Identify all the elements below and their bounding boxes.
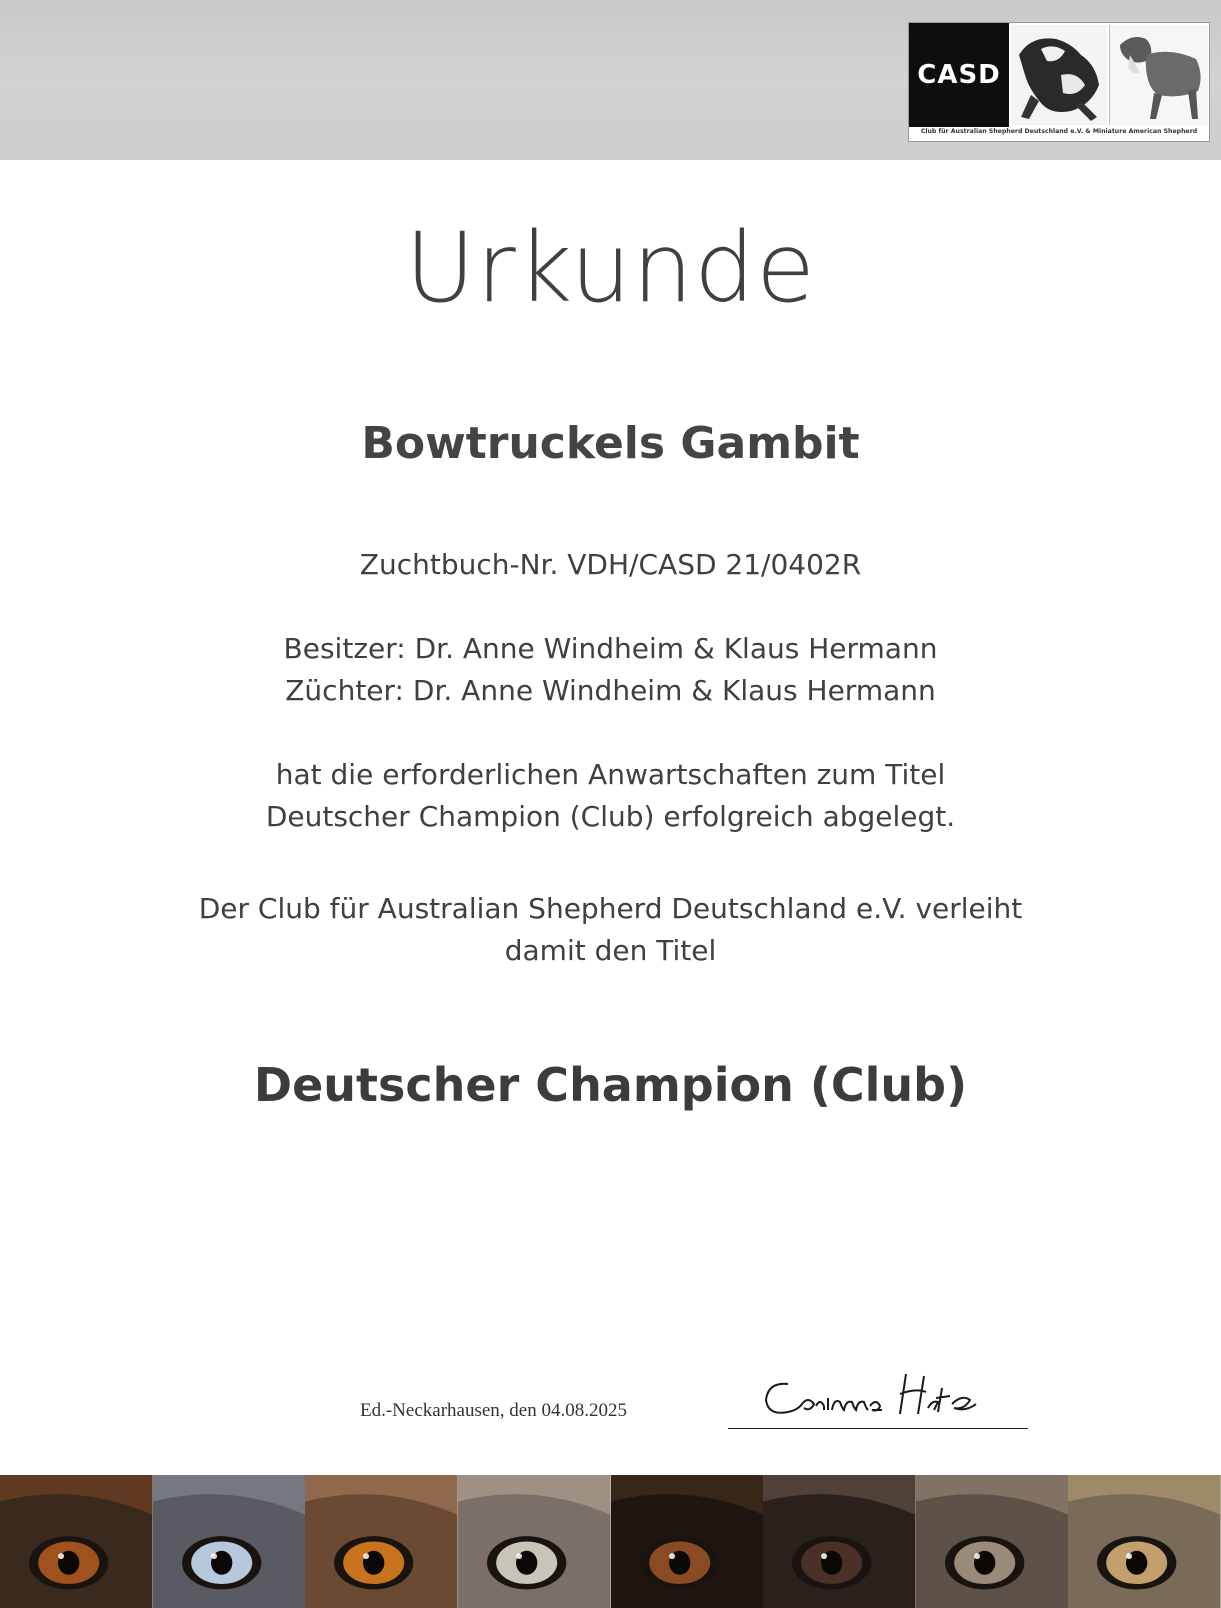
logo-text: CASD: [917, 60, 1001, 90]
studbook-number: Zuchtbuch-Nr. VDH/CASD 21/0402R: [359, 548, 862, 581]
breeder-line: Züchter: Dr. Anne Windheim & Klaus Hermann: [285, 674, 936, 707]
dog-eye-photo: [458, 1475, 611, 1608]
logo-dog-running-image: [1011, 25, 1107, 125]
champion-title: Deutscher Champion (Club): [253, 1058, 968, 1112]
dog-eyes-photo-band: [0, 1475, 1221, 1608]
handwritten-signature: [758, 1360, 998, 1430]
statement-line-1: hat die erforderlichen Anwartschaften zum Titel: [275, 758, 946, 791]
dog-eye-photo: [153, 1475, 306, 1608]
logo-black-box: [909, 23, 1009, 127]
place-and-date: Ed.-Neckarhausen, den 04.08.2025: [360, 1400, 627, 1421]
logo-dog-standing-image: [1109, 25, 1208, 125]
signature-line: [728, 1428, 1028, 1429]
dog-eye-photo: [1068, 1475, 1221, 1608]
dog-name: Bowtruckels Gambit: [361, 418, 860, 469]
award-line-2: damit den Titel: [504, 934, 717, 967]
dog-eye-photo: [763, 1475, 916, 1608]
header-band: [0, 0, 1221, 160]
award-line-1: Der Club für Australian Shepherd Deutschland e.V. verleiht: [198, 892, 1023, 925]
dog-eye-photo: [305, 1475, 458, 1608]
statement-line-2: Deutscher Champion (Club) erfolgreich abgelegt.: [265, 800, 956, 833]
dog-eye-photo: [916, 1475, 1069, 1608]
casd-logo: [908, 22, 1210, 142]
logo-caption: Club für Australian Shepherd Deutschland e.V. & Miniature American Shepherd: [920, 128, 1198, 135]
dog-eye-photo: [0, 1475, 153, 1608]
owner-line: Besitzer: Dr. Anne Windheim & Klaus Hermann: [283, 632, 938, 665]
dog-eye-photo: [611, 1475, 764, 1608]
certificate-title: Urkunde: [404, 212, 817, 324]
